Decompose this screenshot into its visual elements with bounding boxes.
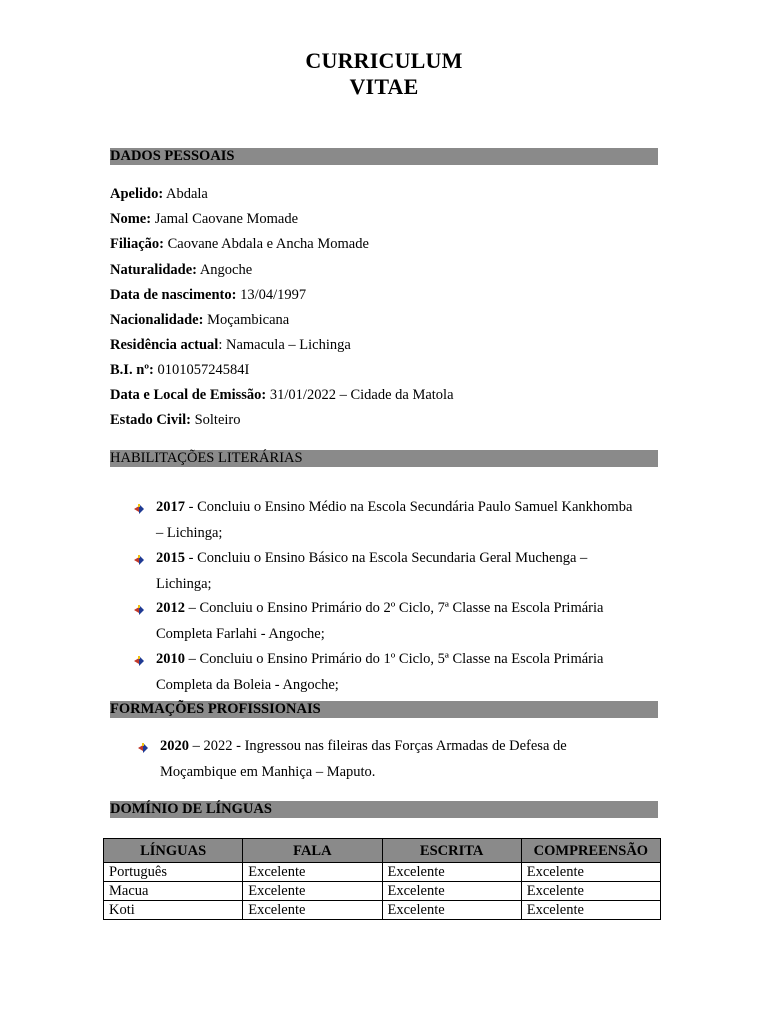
languages-table xyxy=(103,838,661,920)
cell-escrita: Excelente xyxy=(382,882,521,901)
field-emissao: Data e Local de Emissão: 31/01/2022 – Cidade da Matola xyxy=(110,387,454,403)
title-line-2: VITAE xyxy=(349,74,419,99)
table-row xyxy=(104,882,661,901)
header-escrita: ESCRITA xyxy=(382,839,521,863)
section-education-header: HABILITAÇÕES LITERÁRIAS xyxy=(110,450,658,467)
section-personal-header: DADOS PESSOAIS xyxy=(110,148,658,165)
arrow-bullet-icon xyxy=(133,554,145,566)
field-residencia: Residência actual: Namacula – Lichinga xyxy=(110,337,351,353)
cell-language: Macua xyxy=(104,882,243,901)
cell-compreensao: Excelente xyxy=(521,901,660,920)
education-item: 2017 - Concluiu o Ensino Médio na Escola Secundária Paulo Samuel Kankhomba – Lichinga; xyxy=(156,499,633,541)
document-title xyxy=(0,48,768,100)
header-fala: FALA xyxy=(243,839,382,863)
arrow-bullet-icon xyxy=(133,503,145,515)
title-line-1: CURRICULUM xyxy=(305,48,463,73)
table-header-row xyxy=(104,839,661,863)
header-compreensao: COMPREENSÃO xyxy=(521,839,660,863)
field-nome: Nome: Jamal Caovane Momade xyxy=(110,211,299,227)
education-item: 2012 – Concluiu o Ensino Primário do 2º Ciclo, 7ª Classe na Escola Primária Completa Farlahi - Angoche; xyxy=(156,600,604,642)
field-naturalidade: Naturalidade: Angoche xyxy=(110,262,253,278)
cell-language: Português xyxy=(104,863,243,882)
field-bi: B.I. nº: 010105724584I xyxy=(110,362,250,378)
field-nacionalidade: Nacionalidade: Moçambicana xyxy=(110,312,290,328)
arrow-bullet-icon xyxy=(133,655,145,667)
education-item: 2010 – Concluiu o Ensino Primário do 1º Ciclo, 5ª Classe na Escola Primária Completa da Boleia - Angoche; xyxy=(156,651,604,693)
arrow-bullet-icon xyxy=(137,742,149,754)
cell-compreensao: Excelente xyxy=(521,863,660,882)
table-row xyxy=(104,863,661,882)
cell-fala: Excelente xyxy=(243,882,382,901)
field-estado-civil: Estado Civil: Solteiro xyxy=(110,412,241,428)
training-item: 2020 – 2022 - Ingressou nas fileiras das Forças Armadas de Defesa de Moçambique em Manhiça – Maputo. xyxy=(160,738,567,780)
cell-escrita: Excelente xyxy=(382,863,521,882)
field-data-nascimento: Data de nascimento: 13/04/1997 xyxy=(110,287,307,303)
arrow-bullet-icon xyxy=(133,604,145,616)
cell-fala: Excelente xyxy=(243,901,382,920)
cell-language: Koti xyxy=(104,901,243,920)
table-row xyxy=(104,901,661,920)
education-item: 2015 - Concluiu o Ensino Básico na Escola Secundaria Geral Muchenga – Lichinga; xyxy=(156,550,588,592)
header-linguas: LÍNGUAS xyxy=(104,839,243,863)
section-languages-header: DOMÍNIO DE LÍNGUAS xyxy=(110,801,658,818)
section-training-header: FORMAÇÕES PROFISSIONAIS xyxy=(110,701,658,718)
field-apelido: Apelido: Abdala xyxy=(110,186,208,202)
cell-compreensao: Excelente xyxy=(521,882,660,901)
field-filiacao: Filiação: Caovane Abdala e Ancha Momade xyxy=(110,236,369,252)
cell-escrita: Excelente xyxy=(382,901,521,920)
cell-fala: Excelente xyxy=(243,863,382,882)
